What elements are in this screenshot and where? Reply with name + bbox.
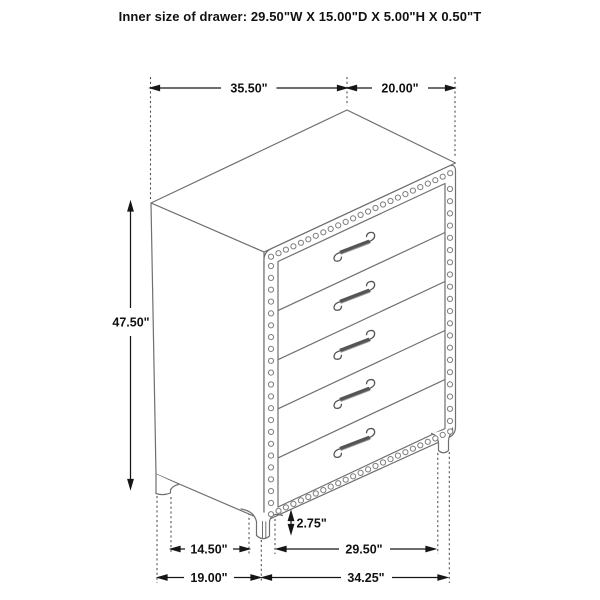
nailhead-icon (321, 230, 326, 235)
nailhead-icon (268, 370, 273, 375)
nailhead-icon (276, 251, 281, 256)
nailhead-icon (425, 181, 430, 186)
nailhead-icon (366, 209, 371, 214)
nailhead-icon (388, 198, 393, 203)
nailhead-icon (268, 263, 273, 268)
dim-label-leg-span-front: 29.50" (345, 542, 383, 557)
arrowhead-up-icon (288, 512, 293, 521)
nailhead-icon (448, 429, 453, 434)
nailhead-icon (268, 394, 273, 399)
nailhead-icon (395, 195, 400, 200)
nailhead-icon (336, 481, 341, 486)
arrowhead-left-icon (151, 85, 160, 90)
nailhead-icon (268, 311, 273, 316)
nailhead-icon (291, 501, 296, 506)
nailhead-icon (268, 500, 273, 505)
dim-top-width (151, 82, 347, 96)
dim-overall-height (112, 202, 149, 489)
arrowhead-left-icon (263, 575, 272, 580)
chest-body (151, 110, 456, 539)
nailhead-icon (268, 299, 273, 304)
arrowhead-right-icon (338, 85, 347, 90)
dim-overall-depth (158, 571, 260, 585)
arrowhead-up-icon (128, 202, 133, 211)
nailhead-icon (268, 275, 273, 280)
arrowhead-left-icon (348, 85, 357, 90)
dim-overall-width (263, 571, 448, 585)
dim-leg-height (288, 512, 326, 534)
nailhead-icon (418, 443, 423, 448)
nailhead-icon (306, 237, 311, 242)
nailhead-icon (447, 186, 452, 191)
nailhead-icon (276, 508, 281, 513)
dim-label-overall-depth: 19.00" (190, 571, 228, 586)
nailhead-icon (433, 178, 438, 183)
dim-label-overall-width: 34.25" (347, 571, 385, 586)
nailhead-icon (321, 488, 326, 493)
nailhead-icon (447, 235, 452, 240)
arrowhead-left-icon (277, 546, 286, 551)
nailhead-icon (447, 309, 452, 314)
nailhead-icon (447, 357, 452, 362)
nailhead-icon (268, 254, 273, 259)
nailhead-icon (447, 333, 452, 338)
nailhead-icon (447, 394, 452, 399)
nailhead-icon (410, 188, 415, 193)
nailhead-icon (283, 505, 288, 510)
nailhead-icon (447, 199, 452, 204)
arrowhead-down-icon (128, 480, 133, 489)
nailhead-icon (298, 498, 303, 503)
dim-label-overall-height: 47.50" (112, 315, 150, 330)
nailhead-icon (268, 441, 273, 446)
nailhead-icon (395, 453, 400, 458)
nailhead-icon (358, 470, 363, 475)
dim-leg-span-side (171, 543, 249, 557)
nailhead-icon (380, 460, 385, 465)
nailhead-icon (388, 457, 393, 462)
arrowhead-left-icon (171, 546, 180, 551)
nailhead-icon (447, 382, 452, 387)
nailhead-icon (447, 248, 452, 253)
nailhead-icon (268, 358, 273, 363)
nailhead-icon (448, 171, 453, 176)
nailhead-icon (403, 450, 408, 455)
nailhead-icon (328, 226, 333, 231)
nailhead-icon (268, 489, 273, 494)
nailhead-icon (403, 192, 408, 197)
arrowhead-left-icon (158, 575, 167, 580)
nailhead-icon (440, 174, 445, 179)
arrowhead-right-icon (446, 85, 455, 90)
nailhead-icon (268, 323, 273, 328)
dim-label-leg-span-side: 14.50" (190, 542, 228, 557)
nailhead-icon (447, 370, 452, 375)
dim-top-depth (348, 82, 455, 96)
nailhead-icon (447, 223, 452, 228)
nailhead-icon (440, 432, 445, 437)
nailhead-icon (268, 477, 273, 482)
nailhead-icon (336, 223, 341, 228)
nailhead-icon (291, 244, 296, 249)
nailhead-icon (351, 216, 356, 221)
nailhead-icon (283, 247, 288, 252)
nailhead-icon (447, 284, 452, 289)
nailhead-icon (425, 439, 430, 444)
nailhead-icon (268, 406, 273, 411)
dim-label-top-depth: 20.00" (381, 81, 419, 96)
nailhead-icon (418, 185, 423, 190)
nailhead-icon (447, 345, 452, 350)
nailhead-icon (268, 287, 273, 292)
nailhead-icon (268, 335, 273, 340)
nailhead-icon (313, 233, 318, 238)
nailhead-icon (268, 429, 273, 434)
nailhead-icon (366, 467, 371, 472)
arrowhead-right-icon (426, 546, 435, 551)
nailhead-icon (343, 477, 348, 482)
nailhead-icon (343, 219, 348, 224)
nailhead-icon (306, 494, 311, 499)
nailhead-icon (351, 474, 356, 479)
arrowhead-right-icon (240, 546, 249, 551)
dim-leg-span-front (277, 543, 435, 557)
side-face (151, 203, 264, 521)
nailhead-icon (268, 512, 273, 517)
nailhead-icon (447, 321, 452, 326)
nailhead-icon (313, 491, 318, 496)
nailhead-icon (268, 382, 273, 387)
nailhead-icon (410, 446, 415, 451)
nailhead-icon (447, 211, 452, 216)
nailhead-icon (358, 212, 363, 217)
nailhead-icon (447, 296, 452, 301)
nailhead-icon (328, 484, 333, 489)
nailhead-icon (447, 418, 452, 423)
nailhead-icon (268, 453, 273, 458)
nailhead-icon (433, 436, 438, 441)
arrowhead-down-icon (288, 525, 293, 534)
dim-label-top-width: 35.50" (230, 81, 268, 96)
nailhead-icon (268, 465, 273, 470)
nailhead-icon (298, 240, 303, 245)
page-title: Inner size of drawer: 29.50"W X 15.00"D X 5.00"H X 0.50"T (118, 9, 482, 24)
nailhead-icon (373, 463, 378, 468)
arrowhead-right-icon (438, 575, 447, 580)
nailhead-icon (447, 260, 452, 265)
nailhead-icon (268, 346, 273, 351)
arrowhead-right-icon (251, 575, 260, 580)
nailhead-icon (380, 202, 385, 207)
nailhead-icon (268, 418, 273, 423)
nailhead-icon (447, 406, 452, 411)
nailhead-icon (373, 205, 378, 210)
dim-label-leg-height: 2.75" (296, 516, 327, 531)
nailhead-icon (447, 272, 452, 277)
